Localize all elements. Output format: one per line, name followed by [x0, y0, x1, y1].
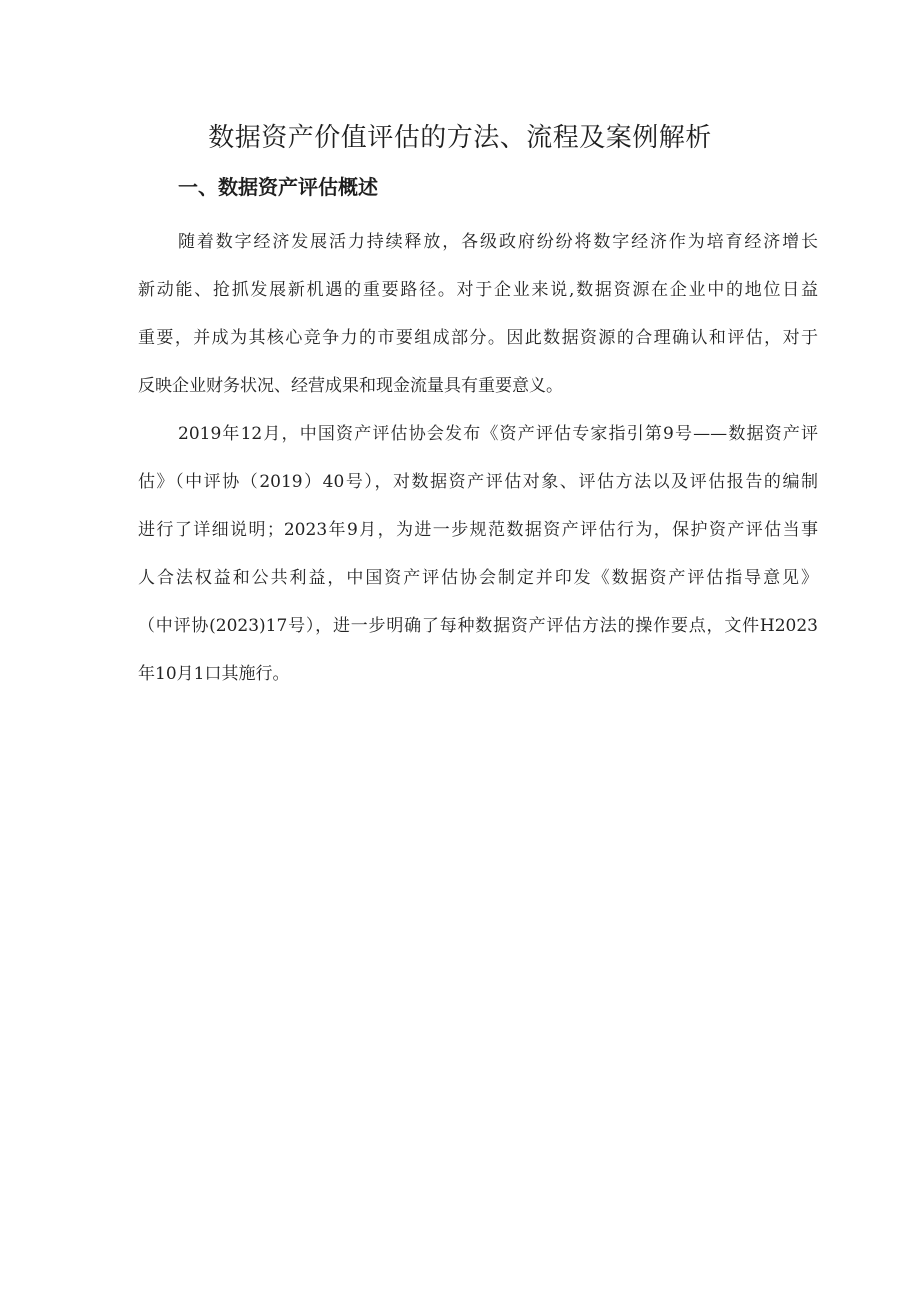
paragraph-line: 进行了详细说明；2023年9月，为进一步规范数据资产评估行为，保护资产评估当事	[138, 520, 818, 540]
paragraph-line: 2019年12月，中国资产评估协会发布《资产评估专家指引第9号——数据资产评	[178, 424, 818, 444]
paragraph-line: 新动能、抢抓发展新机遇的重要路径。对于企业来说,数据资源在企业中的地位日益	[138, 280, 818, 300]
paragraph-line: 人合法权益和公共利益，中国资产评估协会制定并印发《数据资产评估指导意见》	[138, 568, 818, 588]
paragraph-line: 反映企业财务状况、经营成果和现金流量具有重要意义。	[138, 376, 563, 396]
paragraph-2	[138, 410, 818, 698]
paragraph-line: 年10月1口其施行。	[138, 664, 290, 684]
paragraph-1	[138, 218, 818, 410]
document-title: 数据资产价值评估的方法、流程及案例解析	[208, 123, 712, 153]
paragraph-line: 估》（中评协（2019）40号），对数据资产评估对象、评估方法以及评估报告的编制	[138, 472, 818, 492]
paragraph-line: （中评协(2023)17号），进一步明确了每种数据资产评估方法的操作要点，文件H2023	[138, 616, 818, 636]
paragraph-line: 重要，并成为其核心竞争力的市要组成部分。因此数据资源的合理确认和评估，对于	[138, 328, 818, 348]
paragraph-line: 随着数字经济发展活力持续释放，各级政府纷纷将数字经济作为培育经济增长	[178, 232, 818, 252]
section-heading: 一、数据资产评估概述	[178, 175, 378, 199]
document-body	[138, 218, 818, 698]
